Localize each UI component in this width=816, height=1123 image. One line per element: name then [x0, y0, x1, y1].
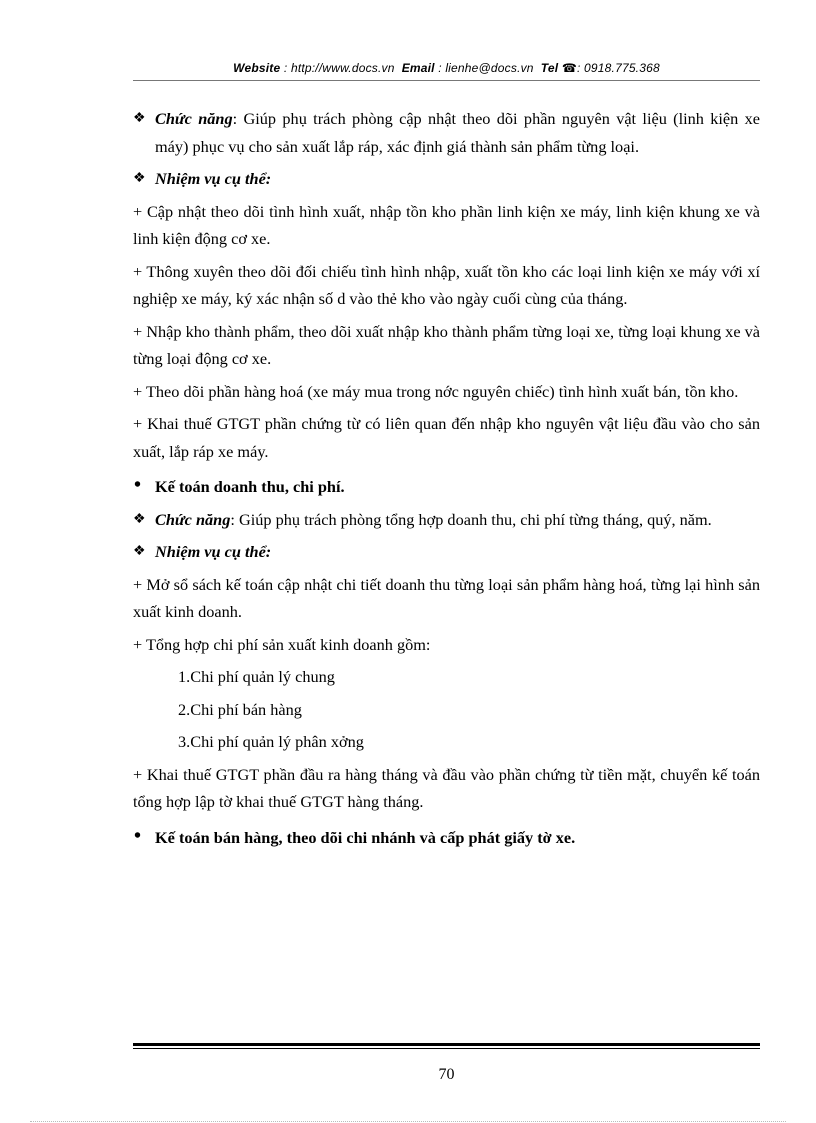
- website-value: : http://www.docs.vn: [283, 61, 395, 75]
- duty-paragraph: + Thông xuyên theo dõi đối chiếu tình hình nhập, xuất tồn kho các loại linh kiện xe máy với xí nghiệp xe máy, ký xác nhận số d vào thẻ kho vào ngày cuối cùng của tháng.: [133, 261, 760, 308]
- document-body: [133, 102, 760, 851]
- function-label: Chức năng: [155, 509, 231, 529]
- list-item: 1.Chi phí quản lý chung: [178, 667, 335, 686]
- diamond-bullet-icon: ❖: [133, 511, 146, 527]
- header-rule: [133, 80, 760, 81]
- phone-icon: ☎: [561, 61, 577, 75]
- list-item: 3.Chi phí quản lý phân xởng: [178, 732, 364, 751]
- duty-paragraph: + Khai thuế GTGT phần chứng từ có liên quan đến nhập kho nguyên vật liệu đầu vào cho sản xuất, lắp ráp xe máy.: [133, 414, 760, 461]
- bullet-icon: •: [134, 824, 142, 847]
- diamond-bullet-icon: ❖: [133, 171, 146, 186]
- duty-paragraph: + Cập nhật theo dõi tình hình xuất, nhập tồn kho phần linh kiện xe máy, linh kiện khung xe và linh kiện động cơ xe.: [133, 201, 760, 248]
- duties-heading-2: [133, 538, 760, 566]
- list-item: 2.Chi phí bán hàng: [178, 699, 302, 719]
- email-label: Email: [401, 61, 435, 75]
- diamond-bullet-icon: ❖: [133, 111, 146, 126]
- page-bottom-edge: [30, 1121, 786, 1122]
- section-heading-revenue: [133, 473, 760, 501]
- tel-value: : 0918.775.368: [576, 61, 660, 75]
- duties-label: Nhiệm vụ cụ thể:: [155, 542, 272, 561]
- duty-paragraph: + Khai thuế GTGT phần đầu ra hàng tháng và đầu vào phần chứng từ tiền mặt, chuyển kế toán tổng hợp lập tờ khai thuế GTGT hàng tháng.: [133, 764, 760, 811]
- function-label: Chức năng: [155, 109, 233, 128]
- function-paragraph-2: [133, 506, 760, 534]
- duty-paragraph: + Mở sổ sách kế toán cập nhật chi tiết doanh thu từng loại sản phẩm hàng hoá, từng lại hình sản xuất kinh doanh.: [133, 574, 760, 621]
- function-text: : Giúp phụ trách phòng tổng hợp doanh thu, chi phí từng tháng, quý, năm.: [230, 509, 712, 529]
- duty-paragraph: + Theo dõi phần hàng hoá (xe máy mua trong nớc nguyên chiếc) tình hình xuất bán, tồn kho.: [133, 381, 739, 401]
- bullet-icon: •: [134, 474, 142, 496]
- tel-label: Tel: [540, 61, 559, 75]
- diamond-bullet-icon: ❖: [133, 544, 146, 559]
- duties-label: Nhiệm vụ cụ thể:: [155, 169, 272, 188]
- section-heading-text: Kế toán doanh thu, chi phí.: [155, 477, 345, 496]
- duty-paragraph: + Tổng hợp chi phí sản xuất kinh doanh gồm:: [133, 634, 431, 654]
- footer-rule-thin: [133, 1048, 760, 1049]
- section-heading-text: Kế toán bán hàng, theo dõi chi nhánh và cấp phát giấy tờ xe.: [155, 827, 576, 847]
- duties-heading-1: [133, 165, 760, 193]
- function-text: : Giúp phụ trách phòng cập nhật theo dõi phần nguyên vật liệu (linh kiện xe máy) phục vụ cho sản xuất lắp ráp, xác định giá thành sản phẩm từng loại.: [155, 109, 761, 156]
- footer-rule: [133, 1043, 760, 1046]
- function-paragraph-1: [133, 105, 760, 160]
- email-value: : lienhe@docs.vn: [438, 61, 534, 75]
- page-header: [133, 61, 760, 75]
- page-number: 70: [438, 1066, 455, 1083]
- section-heading-sales: [133, 824, 760, 852]
- website-label: Website: [233, 61, 281, 75]
- duty-paragraph: + Nhập kho thành phẩm, theo dõi xuất nhập kho thành phẩm từng loại xe, từng loại khung xe và từng loại động cơ xe.: [133, 321, 760, 368]
